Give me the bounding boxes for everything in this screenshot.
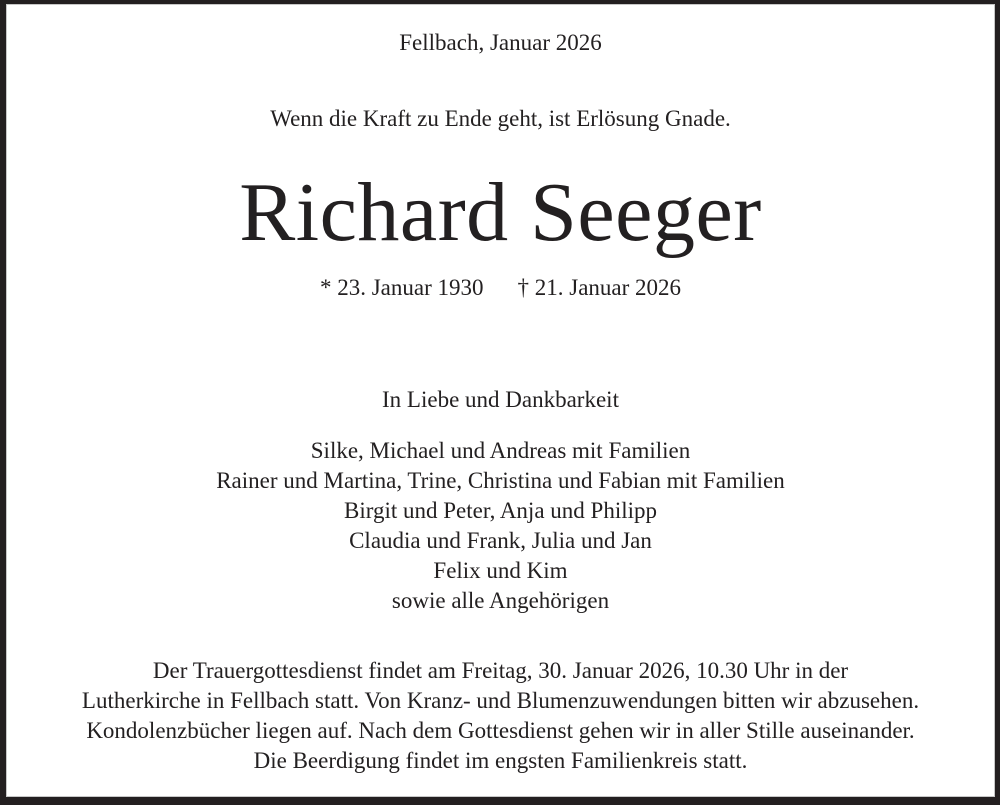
death-date: † 21. Januar 2026	[517, 275, 682, 300]
service-notice-line: Lutherkirche in Fellbach statt. Von Kranz- und Blumenzuwendungen bitten wir abzusehen.	[81, 688, 920, 713]
birth-date: * 23. Januar 1930	[319, 275, 484, 300]
mourner-line: sowie alle Angehörigen	[391, 588, 610, 613]
mourner-line: Felix und Kim	[433, 558, 568, 583]
mourner-line: Claudia und Frank, Julia und Jan	[349, 528, 652, 553]
service-notice-line: Die Beerdigung findet im engsten Familienkreis statt.	[253, 748, 748, 773]
mourner-line: Silke, Michael und Andreas mit Familien	[310, 438, 691, 463]
mourner-line: Rainer und Martina, Trine, Christina und Fabian mit Familien	[216, 468, 785, 493]
mourners-list	[6, 436, 995, 616]
deceased-name: Richard Seeger	[239, 166, 762, 259]
life-dates-row	[6, 274, 995, 302]
mourner-line: Birgit und Peter, Anja und Philipp	[344, 498, 657, 523]
dateline: Fellbach, Januar 2026	[399, 30, 602, 55]
service-notice	[6, 656, 995, 776]
tribute-line: In Liebe und Dankbarkeit	[382, 387, 619, 412]
service-notice-line: Der Trauergottesdienst findet am Freitag, 30. Januar 2026, 10.30 Uhr in der	[152, 658, 849, 683]
service-notice-line: Kondolenzbücher liegen auf. Nach dem Gottesdienst gehen wir in aller Stille auseinander.	[86, 718, 915, 743]
epigraph-quote: Wenn die Kraft zu Ende geht, ist Erlösung Gnade.	[270, 106, 731, 131]
